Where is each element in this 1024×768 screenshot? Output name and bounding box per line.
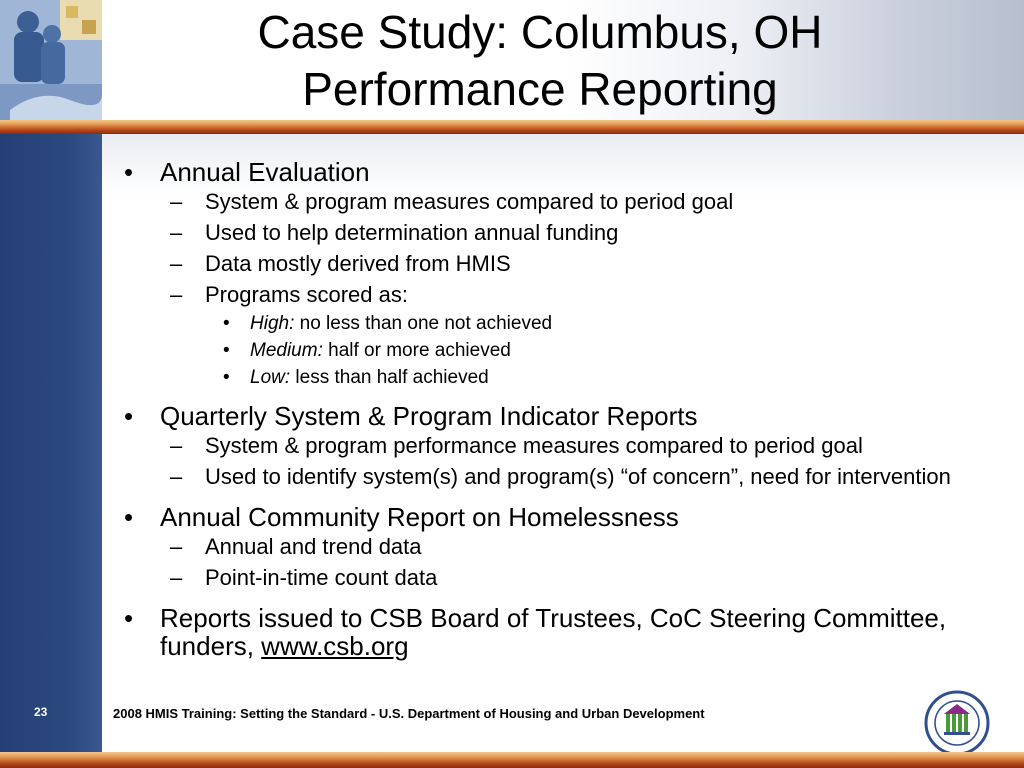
sub-bullet xyxy=(120,434,1000,458)
title-line-2: Performance Reporting xyxy=(302,63,778,115)
header-divider xyxy=(0,120,1024,134)
score-text: half or more achieved xyxy=(322,340,511,361)
bullet-community-report xyxy=(120,503,1000,590)
sub-bullet xyxy=(120,252,1000,276)
hud-seal-icon xyxy=(924,690,990,756)
page-number: 23 xyxy=(34,705,48,719)
score-term: High: xyxy=(250,313,295,334)
header-photo-image xyxy=(0,0,102,120)
title-line-1: Case Study: Columbus, OH xyxy=(257,6,823,58)
sub-bullet-text: Used to identify system(s) and program(s) “of concern”, need for intervention xyxy=(205,464,951,489)
bullet-label: Annual Evaluation xyxy=(160,157,370,187)
sub-bullet-text: System & program performance measures compared to period goal xyxy=(205,433,863,458)
dash: – xyxy=(170,282,183,307)
sub-bullet-text: Programs scored as: xyxy=(205,282,408,307)
dash: – xyxy=(170,464,183,489)
bottom-bar xyxy=(0,752,1024,768)
slide-title xyxy=(130,4,950,118)
sub-bullet xyxy=(120,221,1000,245)
dash: – xyxy=(170,565,183,590)
score-text: less than half achieved xyxy=(290,367,489,388)
bullet-label: Annual Community Report on Homelessness xyxy=(160,502,679,532)
bullet-list xyxy=(120,150,1000,660)
bullet-reports-issued xyxy=(120,604,1000,660)
dash: – xyxy=(170,220,183,245)
sub-bullet-text: Annual and trend data xyxy=(205,534,422,559)
bullet-quarterly-reports xyxy=(120,402,1000,489)
sub-bullet-text: System & program measures compared to period goal xyxy=(205,189,734,214)
bullet-dot: • xyxy=(223,367,230,388)
bullet-dot: • xyxy=(124,157,134,187)
sub-bullet xyxy=(120,283,1000,388)
csb-website-link[interactable]: www.csb.org xyxy=(261,631,409,661)
sub-bullet-text: Used to help determination annual funding xyxy=(205,220,619,245)
slide-header xyxy=(0,0,1024,120)
sub-bullet-text: Data mostly derived from HMIS xyxy=(205,251,511,276)
sub-bullet xyxy=(120,535,1000,559)
score-item-high xyxy=(120,313,1000,334)
sub-bullet xyxy=(120,190,1000,214)
sub-bullet-text: Point-in-time count data xyxy=(205,565,438,590)
bullet-dot: • xyxy=(124,502,134,532)
bullet-dot: • xyxy=(223,340,230,361)
score-item-low xyxy=(120,367,1000,388)
bullet-dot: • xyxy=(223,313,230,334)
sub-bullet xyxy=(120,465,1000,489)
dash: – xyxy=(170,189,183,214)
score-term: Medium: xyxy=(250,340,323,361)
bullet-annual-evaluation xyxy=(120,158,1000,388)
bullet-label: Reports issued to CSB Board of Trustees, CoC Steering Committee, funders, xyxy=(160,603,947,661)
dash: – xyxy=(170,251,183,276)
sub-bullet xyxy=(120,566,1000,590)
score-term: Low: xyxy=(250,367,291,388)
score-item-medium xyxy=(120,340,1000,361)
footer-text: 2008 HMIS Training: Setting the Standard - U.S. Department of Housing and Urban Development xyxy=(113,706,705,721)
left-sidebar xyxy=(0,134,102,752)
bullet-label: Quarterly System & Program Indicator Reports xyxy=(160,401,698,431)
dash: – xyxy=(170,433,183,458)
score-text: no less than one not achieved xyxy=(294,313,553,334)
dash: – xyxy=(170,534,183,559)
bullet-dot: • xyxy=(124,603,134,633)
bullet-dot: • xyxy=(124,401,134,431)
